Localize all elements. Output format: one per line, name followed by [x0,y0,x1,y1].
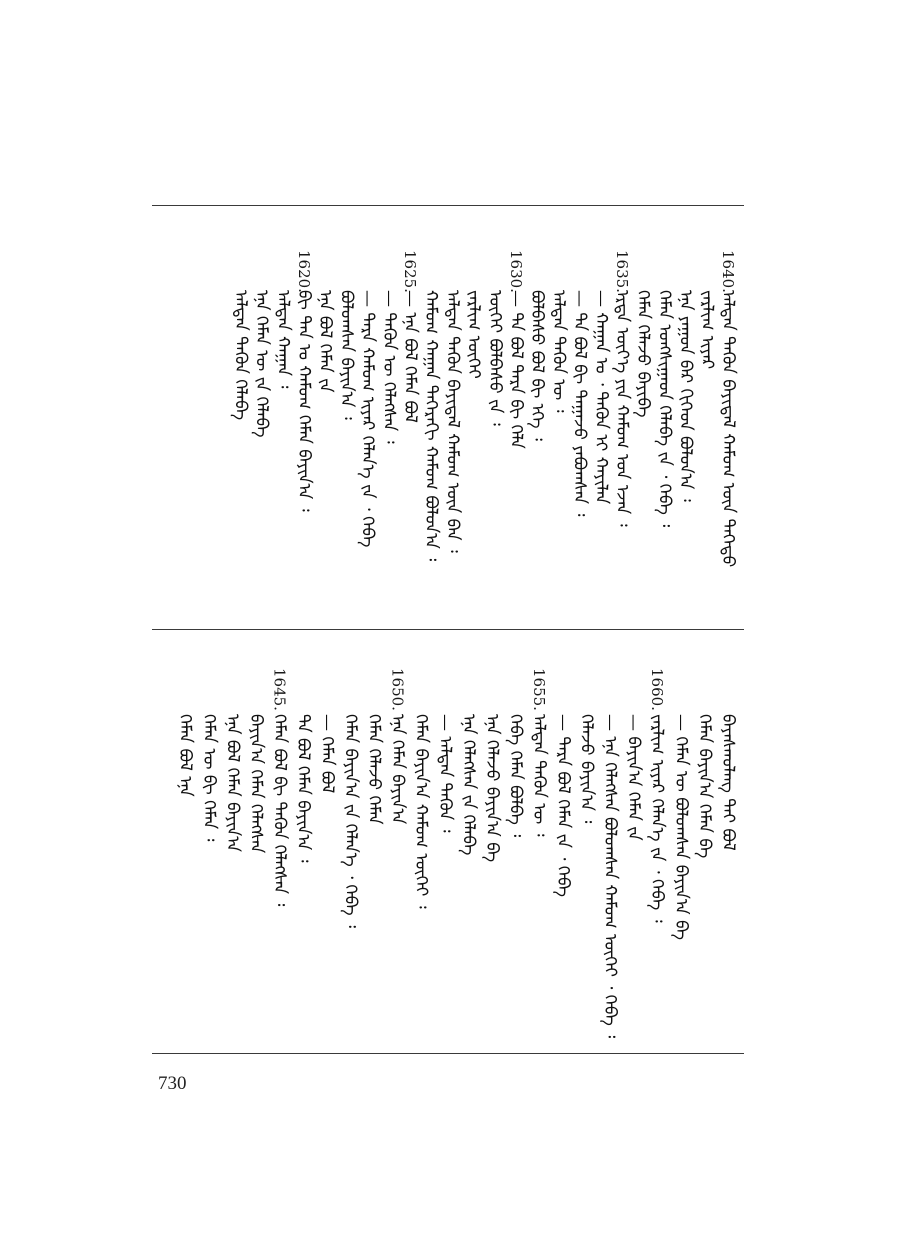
verse-column: ᠠᠯᠲᠠᠨ ᠲᠡᠭᠦᠨ ᠦ ᠄ [529,714,550,837]
verse-column: ᠬᠡᠯᠡᠵᠦ ᠪᠠᠶᠢᠨ᠎ᠠ ᠄ [576,714,597,824]
verse-column: ᠪᠠᠶᠠᠰᠬᠤᠯᠠᠩ ᠲᠠᠢ ᠪᠣᠯ [718,714,738,851]
verse-column: ᠪᠢ ᠲᠠᠨ ᠤ ᠬᠠᠮᠤᠭ ᠬᠡᠮᠡᠨ ᠪᠠᠶᠢᠨ᠎ᠠ ᠄ [294,290,314,512]
line-number: 1640. [719,250,737,293]
verse-column: — ᠬᠡᠮᠡᠨ ᠪᠣᠯ [316,714,337,794]
line-number: 1650. [388,668,407,711]
verse-column: ᠡᠨᠡ ᠶᠠᠭᠤᠨ ᠪᠠᠷ ᠬᠢᠭᠡᠳ ᠪᠣᠯᠤᠨ᠎ᠠ ᠄ [675,290,696,502]
verse-column: ᠡᠨᠡ ᠬᠡᠮᠡᠨ ᠦ ᠵᠡ ᠬᠡᠯᠡᠪᠡ [251,290,272,438]
verse-column: ᠡᠨᠡ ᠪᠣᠯ ᠬᠡᠮᠡᠨ ᠪᠠᠶᠢᠨ᠎ᠠ [222,714,243,853]
line-number: 1625. [401,250,419,293]
verse-column: ᠬᠡᠮᠡᠨ ᠬᠡᠯᠡᠵᠦ ᠬᠡᠮᠡᠨ [364,714,384,825]
line-number: 1620. [295,250,313,293]
verse-column: — ᠲᠡᠷᠡ ᠬᠠᠮᠤᠭ ᠢᠶᠠᠷ ᠬᠡᠯᠡᠨ᠎ᠡ ᠵᠡ ᠂ ᠭᠡᠪᠡ [357,290,378,548]
verse-column: ᠬᠡᠮᠡᠨ ᠦ ᠪᠢ ᠬᠡᠮᠡᠨ ᠄ [198,714,219,842]
verse-column: — ᠡᠨᠡ ᠬᠡᠯᠡᠭᠰᠡᠨ ᠪᠣᠯᠤᠭᠰᠠᠨ ᠬᠠᠮᠤᠭ ᠦᠭᠡᠢ ᠂ ᠭᠡᠪᠡ ᠄ [600,714,620,1039]
verse-column: ᠬᠡᠮᠡᠨ ᠪᠣᠯ ᠡᠨᠡ [175,714,196,797]
bottom-rule [152,1053,744,1054]
verse-column: ᠬᠡᠮᠡᠨ ᠬᠡᠯᠡᠵᠦ ᠪᠠᠶᠢᠪᠠ [633,290,654,418]
line-number: 1630. [507,250,525,293]
line-number: 1635. [613,250,631,293]
verse-column: ᠡᠷᠲᠡ ᠦᠶ᠎ᠡ ᠶᠢᠨ ᠬᠠᠮᠤᠭ ᠤᠨ ᠡᠵᠡᠨ ᠄ [612,290,632,527]
verse-column: — ᠬᠡᠮᠡᠨ ᠦ ᠪᠣᠯᠤᠭᠰᠠᠨ ᠪᠠᠶᠢᠨ᠎ᠠ ᠪᠡ [670,714,691,941]
page-number: 730 [158,1073,187,1094]
verse-column: ᠦᠭᠡᠢ ᠪᠣᠯᠪᠠᠰᠤ ᠵᠡ ᠄ [484,290,505,426]
verse-column: ᠬᠡᠮᠡᠨ ᠪᠠᠶᠢᠨ᠎ᠠ ᠬᠡᠮᠡᠨ ᠪᠡ [694,714,715,859]
line-number: 1645. [270,668,289,711]
line-number: 1655. [530,668,549,711]
verse-column: ᠠᠯᠲᠠᠨ ᠲᠡᠭᠦᠨ ᠪᠠᠶᠢᠳᠠᠯ ᠬᠠᠮᠤᠭ ᠦᠨ ᠪᠡᠨ ᠄ [442,290,463,553]
verse-column: ᠠᠯᠲᠠᠨ ᠬᠠᠭᠠᠨ ᠄ [272,290,293,389]
verse-column: — ᠠᠯᠲᠠᠨ ᠲᠡᠭᠦᠨ ᠄ [434,714,455,833]
verse-column: — ᠲᠠ ᠪᠣᠯ ᠪᠢ ᠳᠠᠭᠠᠵᠤ ᠶᠠᠪᠤᠭᠰᠠᠨ ᠄ [569,290,590,517]
verse-column: ᠬᠡᠮᠡᠨ ᠪᠠᠶᠢᠨ᠎ᠠ ᠬᠠᠮᠤᠭ ᠦᠭᠡᠢ ᠄ [411,714,432,909]
verse-column: ᠡᠨᠡ ᠪᠣᠯ ᠬᠡᠮᠡᠨ ᠵᠡ [315,290,336,393]
verse-column: ᠠᠯᠲᠠᠨ ᠲᠡᠭᠦᠨ ᠬᠡᠯᠡᠪᠡ [230,290,251,421]
verse-column: ᠡᠨᠡ ᠬᠡᠯᠡᠵᠦ ᠪᠠᠶᠢᠨ᠎ᠠ ᠪᠡ [482,714,502,863]
verse-column: ᠡᠨᠡ ᠬᠡᠯᠡᠭᠰᠡᠨ ᠵᠡ ᠬᠡᠯᠡᠪᠡ [458,714,479,856]
verse-column: ᠭᠡᠪᠡ ᠬᠡᠮᠡᠨ ᠪᠣᠯᠪᠠ ᠄ [505,714,526,838]
middle-rule [152,629,744,630]
verse-column: ᠠᠯᠲᠠᠨ ᠲᠡᠭᠦᠨ ᠪᠠᠶᠢᠳᠠᠯ ᠬᠠᠮᠤᠭ ᠦᠨ ᠳᠡᠭᠡᠳᠦ [718,290,738,568]
verse-column: ᠵᠠᠷᠯᠢᠭ ᠢᠶᠠᠷ ᠬᠡᠯᠡᠨ᠎ᠡ ᠵᠡ ᠂ ᠭᠡᠪᠡ ᠄ [647,714,668,923]
verse-column: ᠠᠯᠲᠠᠨ ᠲᠡᠭᠦᠨ ᠦ ᠄ [548,290,569,413]
verse-column: — ᠬᠠᠭᠠᠨ ᠤ ᠂ ᠲᠡᠭᠦᠨ ᠢ ᠬᠠᠶᠢᠯᠠᠨ [590,290,611,505]
verse-column: ᠬᠡᠮᠡᠨ ᠪᠠᠶᠢᠨ᠎ᠠ ᠵᠡ ᠬᠡᠯᠡᠨ᠎ᠡ ᠂ ᠭᠡᠪᠡ ᠄ [340,714,361,928]
verse-column: ᠪᠣᠯᠪᠠᠰᠤ ᠪᠣᠯ ᠪᠢ ᠡᠭᠡ ᠄ [527,290,548,441]
verse-column: ᠪᠣᠯᠤᠭᠰᠠᠨ ᠪᠠᠶᠢᠨ᠎ᠠ ᠄ [336,290,357,420]
verse-column: — ᠪᠠᠶᠢᠨ᠎ᠠ ᠬᠡᠮᠡᠨ ᠵᠡ [623,714,644,841]
verse-column: — ᠲᠡᠷᠡ ᠪᠣᠯ ᠬᠡᠮᠡᠨ ᠵᠡ ᠂ ᠭᠡᠪᠡ [552,714,573,897]
line-number: 1660. [648,668,667,711]
verse-column: ᠵᠠᠷᠯᠢᠭ ᠦᠭᠡᠢ [463,290,484,379]
verse-column: ᠪᠠᠶᠢᠨ᠎ᠠ ᠬᠡᠮᠡᠨ ᠬᠡᠯᠡᠭᠰᠡᠨ [246,714,266,854]
top-rule [152,205,744,206]
verse-column: ᠡᠨᠡ ᠬᠡᠮᠡᠨ ᠪᠠᠶᠢᠨ᠎ᠠ [387,714,408,825]
verse-column: ᠬᠠᠮᠤᠭ ᠬᠠᠭᠠᠨ ᠳᠡᠭᠡᠷᠡᠬᠢ ᠬᠠᠮᠤᠭ ᠪᠣᠯᠤᠨ᠎ᠠ ᠄ [421,290,442,562]
verse-column: ᠲᠠ ᠪᠣᠯ ᠬᠡᠮᠡᠨ ᠪᠠᠶᠢᠨ᠎ᠠ ᠄ [293,714,314,863]
verse-column: ᠬᠡᠮᠡᠨ ᠪᠣᠯ ᠪᠢ ᠲᠡᠭᠦᠨ ᠬᠡᠯᠡᠭᠰᠡᠨ ᠄ [269,714,290,907]
verse-column: — ᠡᠨᠡ ᠪᠣᠯ ᠬᠡᠮᠡᠨ ᠪᠣᠯ [400,290,420,423]
verse-column: — ᠲᠡᠭᠦᠨ ᠦ ᠬᠡᠯᠡᠭᠰᠡᠨ ᠄ [378,290,399,444]
verse-column: ᠵᠠᠷᠯᠢᠭ ᠢᠶᠠᠷ [696,290,717,370]
verse-column: — ᠲᠠ ᠪᠣᠯ ᠲᠡᠷᠡ ᠪᠢ ᠬᠡᠯᠡ [506,290,526,449]
verse-column: ᠬᠡᠮᠡᠨ ᠤᠩᠰᠢᠭᠠᠳ ᠬᠡᠯᠡᠪᠡ ᠵᠡ ᠂ ᠭᠡᠪᠡ ᠄ [654,290,675,528]
